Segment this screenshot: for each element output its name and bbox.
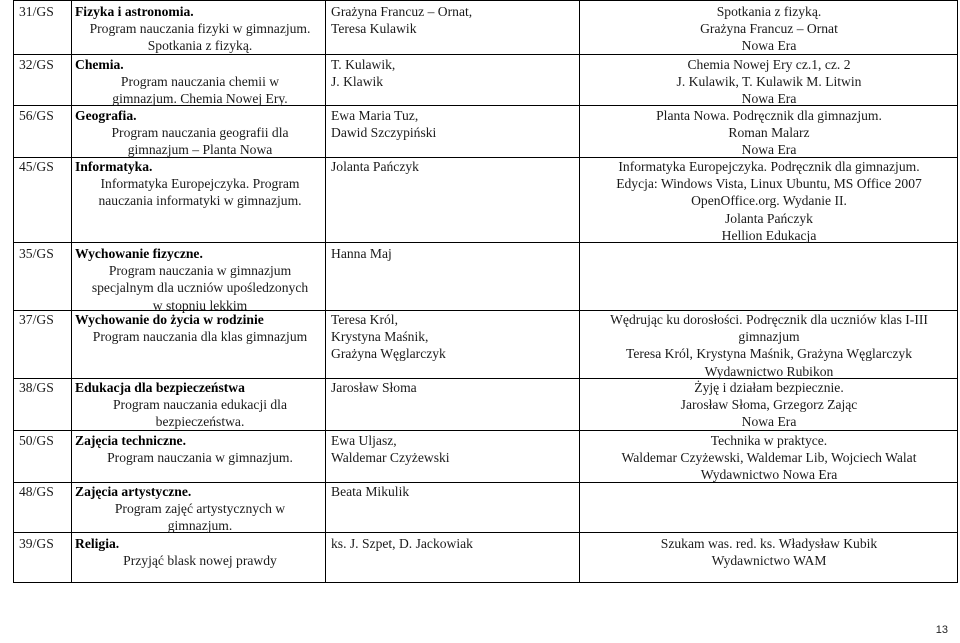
- program-description-line: Program nauczania dla klas gimnazjum: [92, 329, 308, 345]
- textbook-line: Nowa Era: [741, 142, 797, 158]
- textbook-line: Nowa Era: [741, 91, 797, 107]
- textbook-line: J. Kulawik, T. Kulawik M. Litwin: [676, 74, 862, 90]
- authors-cell: [331, 107, 579, 141]
- textbook-line: Planta Nowa. Podręcznik dla gimnazjum.: [656, 108, 882, 123]
- program-code: 37/GS: [19, 312, 54, 327]
- textbook-line: Jolanta Pańczyk: [725, 210, 813, 226]
- textbook-cell: [585, 432, 953, 484]
- program-description-line: nauczania informatyki w gimnazjum.: [98, 193, 302, 209]
- program-code: 35/GS: [19, 246, 54, 261]
- table-column-border: [579, 0, 580, 582]
- program-description-line: specjalnym dla uczniów upośledzonych: [91, 280, 309, 296]
- subject-cell: [75, 107, 325, 159]
- textbook-line: Chemia Nowej Ery cz.1, cz. 2: [687, 57, 851, 72]
- textbook-line: Waldemar Czyżewski, Waldemar Lib, Wojciech Walat: [621, 450, 917, 466]
- program-code: 45/GS: [19, 159, 54, 174]
- program-description-line: gimnazjum. Chemia Nowej Ery.: [112, 91, 288, 107]
- program-description-line: Program nauczania geografii dla: [111, 125, 289, 141]
- program-description-line: Przyjąć blask nowej prawdy: [123, 553, 277, 569]
- textbook-line: Jarosław Słoma, Grzegorz Zając: [680, 397, 858, 413]
- table-column-border: [325, 0, 326, 582]
- author-line: J. Klawik: [331, 74, 384, 90]
- program-description-line: Program nauczania w gimnazjum.: [107, 450, 293, 466]
- subject-cell: [75, 432, 325, 466]
- authors-cell: [331, 3, 579, 37]
- author-line: Teresa Kulawik: [331, 21, 417, 37]
- author-line: Grażyna Francuz – Ornat,: [331, 4, 473, 19]
- textbook-cell: [585, 379, 953, 431]
- subject-cell: [75, 379, 325, 431]
- textbook-line: Nowa Era: [741, 38, 797, 54]
- authors-cell: [331, 245, 579, 262]
- program-code: 38/GS: [19, 380, 54, 395]
- table-column-border: [957, 0, 958, 582]
- textbook-line: Grażyna Francuz – Ornat: [700, 21, 838, 37]
- textbook-line: Spotkania z fizyką.: [716, 4, 822, 19]
- subject-title: Fizyka i astronomia.: [75, 4, 194, 19]
- subject-cell: [75, 56, 325, 108]
- author-line: Ewa Uljasz,: [331, 433, 397, 448]
- authors-cell: [331, 483, 579, 500]
- textbook-line: Edycja: Windows Vista, Linux Ubuntu, MS Office 2007: [616, 176, 922, 192]
- textbook-line: Technika w praktyce.: [710, 433, 828, 448]
- subject-title: Edukacja dla bezpieczeństwa: [75, 380, 245, 395]
- program-description-line: Spotkania z fizyką.: [147, 38, 253, 54]
- author-line: ks. J. Szpet, D. Jackowiak: [331, 536, 473, 551]
- program-description-line: Program zajęć artystycznych w: [114, 501, 286, 517]
- program-description-line: bezpieczeństwa.: [155, 414, 245, 430]
- table-column-border: [13, 0, 14, 582]
- author-line: Waldemar Czyżewski: [331, 450, 450, 466]
- subject-title: Chemia.: [75, 57, 124, 72]
- subject-title: Wychowanie do życia w rodzinie: [75, 312, 264, 327]
- subject-title: Religia.: [75, 536, 120, 551]
- program-description-line: w stopniu lekkim: [152, 297, 248, 313]
- page-number: 13: [935, 623, 948, 636]
- program-description-line: Program nauczania chemii w: [120, 74, 280, 90]
- subject-cell: [75, 535, 325, 569]
- textbook-line: Roman Malarz: [728, 125, 810, 141]
- program-code: 39/GS: [19, 536, 54, 551]
- authors-cell: [331, 379, 579, 396]
- textbook-cell: [585, 311, 953, 380]
- textbook-cell: [585, 56, 953, 108]
- textbook-line: Żyję i działam bezpiecznie.: [694, 380, 844, 395]
- textbook-cell: [585, 107, 953, 159]
- subject-cell: [75, 3, 325, 55]
- curriculum-table: [13, 0, 958, 582]
- program-code: 56/GS: [19, 108, 54, 123]
- table-column-border: [71, 0, 72, 582]
- authors-cell: [331, 432, 579, 466]
- subject-cell: [75, 483, 325, 535]
- author-line: Dawid Szczypiński: [331, 125, 437, 141]
- author-line: Ewa Maria Tuz,: [331, 108, 419, 123]
- textbook-line: Teresa Król, Krystyna Maśnik, Grażyna Węglarczyk: [625, 346, 913, 362]
- textbook-line: OpenOffice.org. Wydanie II.: [691, 193, 847, 209]
- authors-cell: [331, 158, 579, 175]
- textbook-line: Wydawnictwo Nowa Era: [700, 467, 838, 483]
- textbook-line: Nowa Era: [741, 414, 797, 430]
- program-description-line: Program nauczania w gimnazjum: [108, 263, 292, 279]
- subject-cell: [75, 311, 325, 345]
- textbook-line: Wędrując ku dorosłości. Podręcznik dla uczniów klas I-III: [610, 312, 928, 327]
- program-code: 48/GS: [19, 484, 54, 499]
- subject-title: Informatyka.: [75, 159, 153, 174]
- program-code: 32/GS: [19, 57, 54, 72]
- table-row-border: [13, 582, 958, 583]
- program-code: 31/GS: [19, 4, 54, 19]
- author-line: Krystyna Maśnik,: [331, 329, 429, 345]
- subject-title: Geografia.: [75, 108, 137, 123]
- textbook-cell: [585, 158, 953, 244]
- author-line: Beata Mikulik: [331, 484, 410, 499]
- textbook-line: Hellion Edukacja: [721, 227, 817, 243]
- authors-cell: [331, 535, 579, 552]
- authors-cell: [331, 56, 579, 90]
- textbook-line: Wydawnictwo WAM: [711, 553, 827, 569]
- program-description-line: gimnazjum – Planta Nowa: [127, 142, 273, 158]
- table-row-border: [13, 0, 958, 1]
- author-line: Jolanta Pańczyk: [331, 159, 419, 174]
- author-line: Teresa Król,: [331, 312, 398, 327]
- textbook-cell: [585, 535, 953, 569]
- program-description-line: gimnazjum.: [167, 518, 233, 534]
- subject-title: Zajęcia techniczne.: [75, 433, 186, 448]
- textbook-line: Wydawnictwo Rubikon: [704, 363, 834, 379]
- subject-cell: [75, 245, 325, 314]
- textbook-line: gimnazjum: [738, 329, 800, 345]
- author-line: Grażyna Węglarczyk: [331, 346, 446, 362]
- program-description-line: Informatyka Europejczyka. Program: [100, 176, 300, 192]
- authors-cell: [331, 311, 579, 363]
- textbook-cell: [585, 3, 953, 55]
- program-description-line: Program nauczania edukacji dla: [113, 397, 287, 413]
- subject-title: Wychowanie fizyczne.: [75, 246, 203, 261]
- author-line: Jarosław Słoma: [331, 380, 417, 395]
- textbook-line: Szukam was. red. ks. Władysław Kubik: [660, 536, 878, 551]
- textbook-line: Informatyka Europejczyka. Podręcznik dla gimnazjum.: [618, 159, 920, 174]
- program-description-line: Program nauczania fizyki w gimnazjum.: [89, 21, 311, 37]
- subject-cell: [75, 158, 325, 210]
- subject-title: Zajęcia artystyczne.: [75, 484, 192, 499]
- author-line: T. Kulawik,: [331, 57, 396, 72]
- program-code: 50/GS: [19, 433, 54, 448]
- author-line: Hanna Maj: [331, 246, 392, 261]
